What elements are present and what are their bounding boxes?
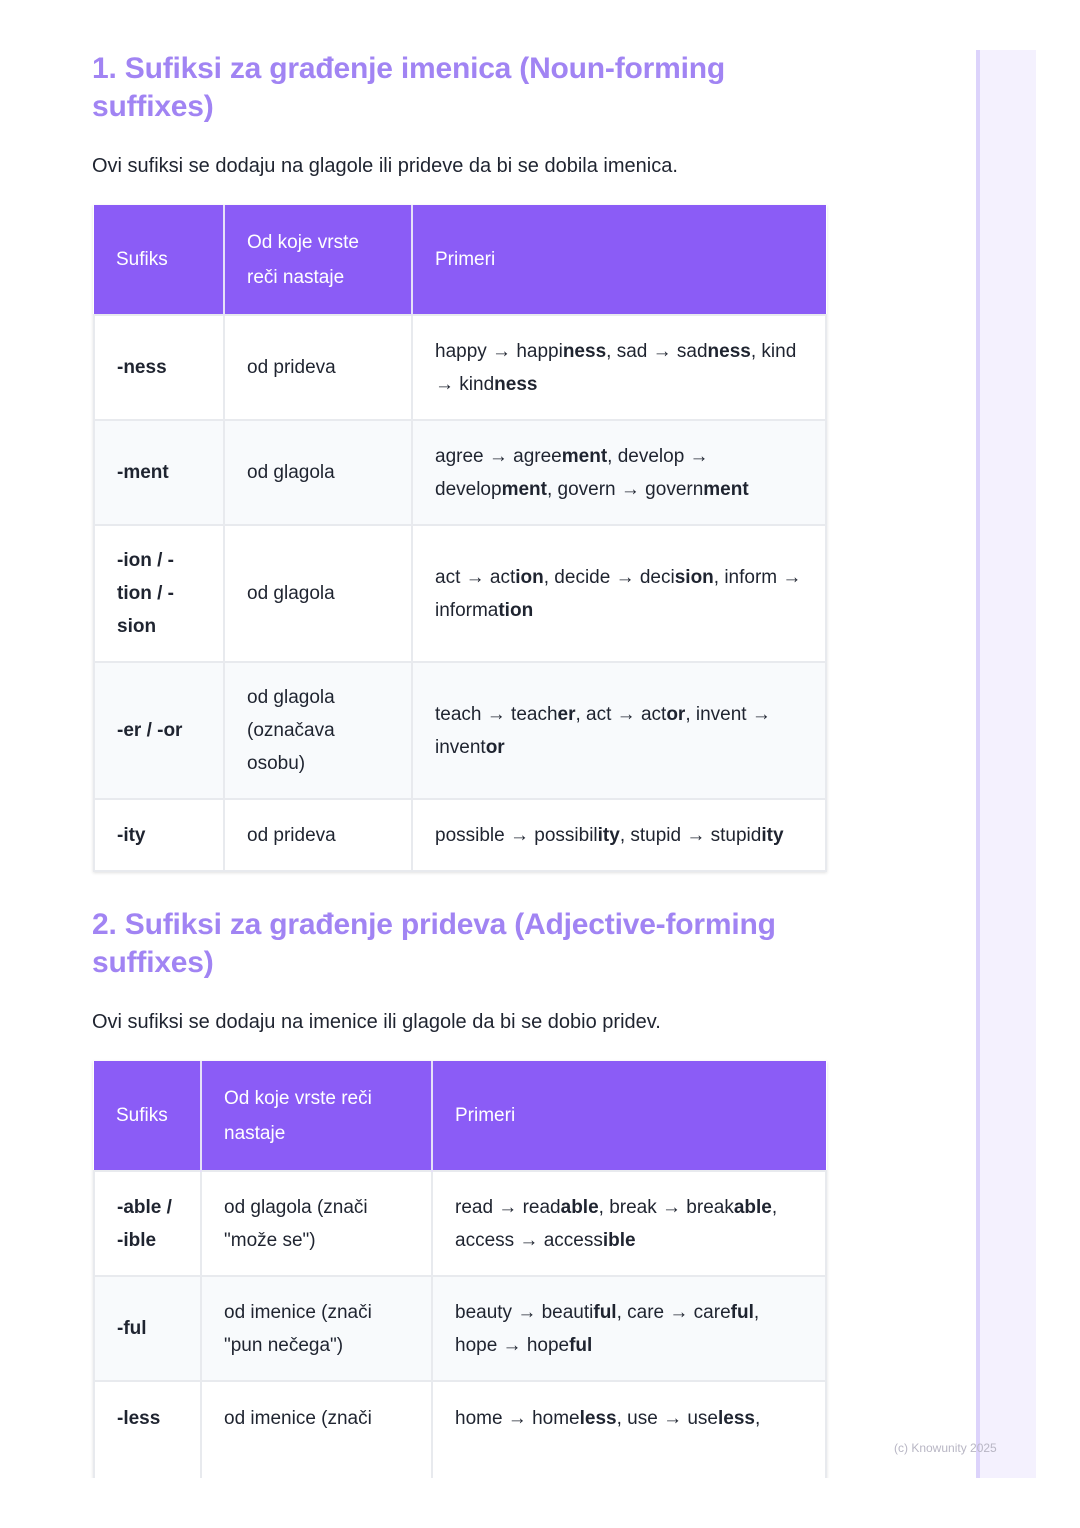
example-text: , govern → govern: [546, 478, 704, 500]
suffix-cell: -able / -ible: [94, 1171, 201, 1276]
table-row: [94, 1381, 826, 1478]
table-row: [94, 799, 826, 871]
example-text: , inform → informa: [435, 566, 802, 621]
origin-cell: od glagola: [224, 525, 412, 662]
content: [92, 50, 828, 1478]
header-origin: Od koje vrste reči nastaje: [224, 205, 412, 315]
suffix-highlight: ment: [501, 478, 547, 500]
suffix-cell: -ment: [94, 420, 224, 525]
suffix-highlight: ful: [569, 1334, 593, 1356]
header-suffix: Sufiks: [94, 205, 224, 315]
suffix-highlight: or: [485, 736, 505, 758]
suffix-highlight: able: [733, 1196, 772, 1218]
suffix-highlight: able: [560, 1196, 599, 1218]
section2-intro: Ovi sufiksi se dodaju na imenice ili glagole da bi se dobio pridev.: [92, 1011, 661, 1033]
example-text: possible → possibil: [435, 824, 598, 846]
header-examples: Primeri: [432, 1061, 826, 1171]
suffix-highlight: or: [666, 703, 686, 725]
example-text: read → read: [455, 1196, 561, 1218]
adjective-suffix-table: [93, 1061, 827, 1478]
suffix-highlight: less: [718, 1408, 755, 1429]
example-text: beauty → beauti: [455, 1301, 594, 1323]
origin-cell: od glagola (označava osobu): [224, 662, 412, 799]
example-text: , use → use: [616, 1408, 718, 1429]
example-text: , kind → kind: [435, 340, 797, 395]
example-text: , hope → hope: [455, 1301, 760, 1356]
examples-cell: [412, 420, 826, 525]
suffix-cell: -ful: [94, 1276, 201, 1381]
side-strip: [976, 50, 1036, 1478]
examples-cell: [412, 315, 826, 420]
example-text: act → act: [435, 566, 516, 588]
suffix-cell: -less: [94, 1381, 201, 1478]
suffix-cell: -ness: [94, 315, 224, 420]
suffix-highlight: ment: [703, 478, 749, 500]
examples-cell: [412, 662, 826, 799]
example-text: , stupid → stupid: [619, 824, 762, 846]
examples-cell: [432, 1381, 826, 1478]
table-row: [94, 315, 826, 420]
table-row: [94, 1171, 826, 1276]
example-text: , invent → invent: [435, 703, 771, 758]
section2-heading: 2. Sufiksi za građenje prideva (Adjective-forming suffixes): [92, 908, 776, 979]
origin-cell: od imenice (znači "pun nečega"): [201, 1276, 432, 1381]
suffix-cell: -ity: [94, 799, 224, 871]
example-text: , decide → deci: [543, 566, 675, 588]
suffix-cell: -er / -or: [94, 662, 224, 799]
example-text: , develop → develop: [435, 445, 709, 500]
section1-heading: 1. Sufiksi za građenje imenica (Noun-forming suffixes): [92, 52, 725, 123]
table-row: [94, 1276, 826, 1381]
suffix-highlight: ity: [761, 824, 784, 846]
suffix-highlight: ion: [515, 566, 544, 588]
header-origin: Od koje vrste reči nastaje: [201, 1061, 432, 1171]
watermark: (c) Knowunity 2025: [894, 1441, 997, 1455]
table-header-row: [94, 1061, 826, 1171]
suffix-highlight: less: [579, 1408, 617, 1429]
origin-cell: od glagola: [224, 420, 412, 525]
examples-cell: [412, 799, 826, 871]
example-text: , break → break: [598, 1196, 734, 1218]
example-text: , care → care: [616, 1301, 731, 1323]
suffix-highlight: ity: [597, 824, 620, 846]
table-header-row: [94, 205, 826, 315]
header-suffix: Sufiks: [94, 1061, 201, 1171]
header-examples: Primeri: [412, 205, 826, 315]
examples-cell: [412, 525, 826, 662]
suffix-highlight: tion: [498, 599, 534, 621]
suffix-highlight: ible: [602, 1229, 636, 1251]
origin-cell: od glagola (znači "može se"): [201, 1171, 432, 1276]
noun-suffix-table: [93, 205, 827, 872]
example-text: , sad → sad: [606, 340, 708, 362]
suffix-highlight: ness: [562, 340, 607, 362]
example-text: home → home: [455, 1408, 580, 1429]
suffix-highlight: er: [557, 703, 576, 725]
suffix-highlight: ness: [494, 373, 538, 395]
examples-cell: [432, 1171, 826, 1276]
origin-cell: od imenice (znači: [201, 1381, 432, 1478]
suffix-highlight: ful: [730, 1301, 754, 1323]
suffix-cell: -ion / -tion / -sion: [94, 525, 224, 662]
origin-cell: od prideva: [224, 315, 412, 420]
suffix-highlight: ment: [561, 445, 608, 467]
suffix-highlight: ful: [593, 1301, 617, 1323]
example-text: agree → agree: [435, 445, 562, 467]
section1-intro: Ovi sufiksi se dodaju na glagole ili prideve da bi se dobila imenica.: [92, 155, 678, 177]
example-text: teach → teach: [435, 703, 558, 725]
table-row: [94, 525, 826, 662]
suffix-highlight: ness: [707, 340, 751, 362]
examples-cell: [432, 1276, 826, 1381]
suffix-highlight: sion: [674, 566, 714, 588]
example-text: ,: [754, 1408, 761, 1429]
example-text: , access → access: [455, 1196, 778, 1251]
origin-cell: od prideva: [224, 799, 412, 871]
table-row: [94, 420, 826, 525]
example-text: happy → happi: [435, 340, 563, 362]
example-text: , act → act: [575, 703, 667, 725]
table-row: [94, 662, 826, 799]
